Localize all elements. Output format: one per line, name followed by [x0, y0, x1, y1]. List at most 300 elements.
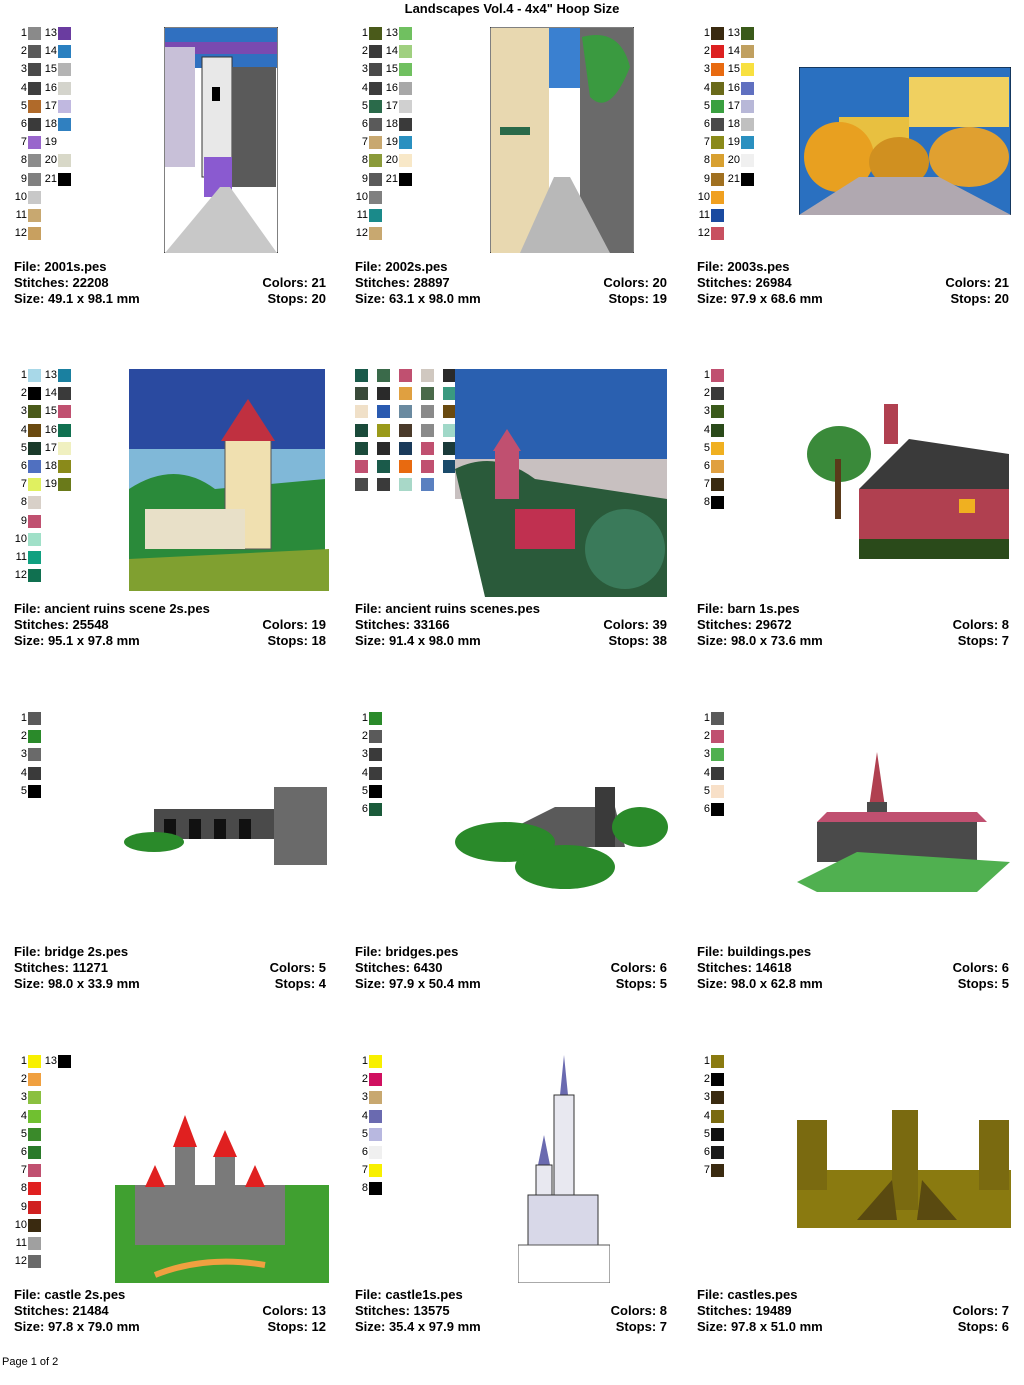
color-swatch	[369, 785, 382, 798]
swatch-number: 4	[20, 423, 27, 436]
swatch-number: 5	[703, 784, 710, 797]
swatch-number: 6	[361, 803, 368, 815]
swatch-number: 16	[727, 81, 740, 94]
swatch-number: 3	[20, 63, 27, 76]
color-swatch	[711, 191, 724, 204]
color-swatch	[741, 154, 754, 167]
color-count: Colors: 6	[610, 960, 667, 975]
swatch-number: 4	[20, 766, 27, 779]
swatch-number: 12	[355, 227, 368, 240]
color-swatch	[28, 1164, 41, 1177]
swatch-number: 10	[14, 532, 27, 545]
color-swatch	[369, 730, 382, 743]
swatch-number: 8	[703, 154, 710, 167]
design-size: Size: 63.1 x 98.0 mm	[355, 291, 481, 306]
design-card	[14, 27, 326, 357]
swatch-number: 3	[361, 63, 368, 76]
color-swatch	[741, 27, 754, 40]
color-swatch	[369, 209, 382, 222]
color-count: Colors: 20	[603, 275, 667, 290]
stitch-count: Stitches: 25548	[14, 617, 109, 632]
color-swatch	[711, 82, 724, 95]
swatch-number: 3	[703, 63, 710, 76]
design-card	[14, 369, 326, 699]
swatch-number: 7	[703, 478, 710, 491]
design-thumbnail	[455, 767, 668, 893]
swatch-number: 7	[361, 136, 368, 149]
color-count: Colors: 8	[610, 1303, 667, 1318]
color-swatch	[399, 27, 412, 40]
swatch-number: 19	[44, 478, 57, 491]
color-swatch	[711, 209, 724, 222]
color-swatch	[711, 100, 724, 113]
color-swatch	[28, 1110, 41, 1123]
color-swatch	[28, 460, 41, 473]
design-thumbnail	[797, 1110, 1011, 1228]
color-swatch	[399, 100, 412, 113]
color-swatch	[399, 405, 412, 418]
swatch-number: 21	[727, 172, 740, 185]
swatch-number: 17	[44, 441, 57, 454]
color-swatch	[711, 227, 724, 240]
color-swatch	[399, 136, 412, 149]
color-swatch	[28, 1201, 41, 1214]
swatch-number: 17	[727, 99, 740, 112]
swatch-number: 15	[385, 63, 398, 76]
swatch-number: 2	[703, 45, 710, 58]
design-size: Size: 35.4 x 97.9 mm	[355, 1319, 481, 1334]
swatch-number: 5	[361, 99, 368, 112]
color-swatch	[58, 173, 71, 186]
page-footer: Page 1 of 2	[2, 1356, 59, 1368]
swatch-number: 4	[703, 423, 710, 436]
color-swatch	[711, 369, 724, 382]
swatch-number: 1	[361, 1055, 368, 1067]
color-swatch	[28, 27, 41, 40]
swatch-number: 4	[20, 81, 27, 94]
color-swatch	[741, 173, 754, 186]
color-swatch	[399, 478, 412, 491]
color-swatch	[28, 1219, 41, 1232]
swatch-number: 19	[44, 136, 57, 149]
color-swatch	[711, 1164, 724, 1177]
color-swatch	[28, 100, 41, 113]
swatch-number: 2	[703, 1073, 710, 1086]
stitch-count: Stitches: 26984	[697, 275, 792, 290]
stitch-count: Stitches: 13575	[355, 1303, 450, 1318]
color-swatch	[377, 405, 390, 418]
swatch-number: 2	[20, 45, 27, 58]
design-size: Size: 49.1 x 98.1 mm	[14, 291, 140, 306]
color-swatch	[28, 1055, 41, 1068]
color-swatch	[28, 154, 41, 167]
color-swatch	[421, 460, 434, 473]
swatch-number: 14	[44, 387, 57, 400]
swatch-number: 6	[20, 118, 27, 130]
color-count: Colors: 21	[262, 275, 326, 290]
color-swatch	[28, 136, 41, 149]
swatch-number: 1	[20, 27, 27, 39]
color-swatch	[399, 369, 412, 382]
file-name: File: barn 1s.pes	[697, 601, 800, 616]
swatch-number: 5	[20, 1127, 27, 1140]
color-swatch	[369, 1128, 382, 1141]
file-name: File: ancient ruins scene 2s.pes	[14, 601, 210, 616]
design-card	[355, 369, 667, 699]
color-swatch	[377, 478, 390, 491]
color-swatch	[711, 1146, 724, 1159]
color-swatch	[711, 1091, 724, 1104]
swatch-number: 19	[385, 136, 398, 149]
color-swatch	[58, 154, 71, 167]
color-swatch	[377, 387, 390, 400]
design-info	[14, 601, 326, 649]
color-swatch	[711, 803, 724, 816]
color-swatch	[28, 496, 41, 509]
swatch-number: 8	[20, 154, 27, 167]
swatch-number: 14	[727, 45, 740, 58]
color-swatch	[711, 173, 724, 186]
color-swatch	[711, 154, 724, 167]
file-name: File: bridge 2s.pes	[14, 944, 129, 959]
file-name: File: bridges.pes	[355, 944, 459, 959]
swatch-number: 5	[361, 1127, 368, 1140]
swatch-number: 1	[703, 1055, 710, 1067]
color-swatch	[369, 100, 382, 113]
color-swatch	[28, 785, 41, 798]
color-swatch	[421, 478, 434, 491]
swatch-number: 19	[727, 136, 740, 149]
design-card	[355, 1055, 667, 1385]
color-swatch	[58, 369, 71, 382]
swatch-number: 18	[385, 118, 398, 130]
swatch-number: 20	[44, 154, 57, 167]
swatch-number: 11	[356, 209, 368, 221]
color-count: Colors: 19	[262, 617, 326, 632]
color-swatch	[28, 173, 41, 186]
color-swatch	[399, 173, 412, 186]
color-swatch	[28, 1128, 41, 1141]
stop-count: Stops: 6	[957, 1319, 1009, 1334]
swatch-number: 13	[44, 27, 57, 39]
color-swatch	[741, 100, 754, 113]
color-swatch	[355, 460, 368, 473]
color-swatch	[28, 767, 41, 780]
color-swatch	[28, 1091, 41, 1104]
swatch-number: 8	[703, 496, 710, 509]
swatch-number: 13	[727, 27, 740, 39]
design-thumbnail	[518, 1055, 610, 1283]
swatch-number: 18	[727, 118, 740, 130]
swatch-number: 2	[703, 730, 710, 743]
color-swatch	[28, 118, 41, 131]
color-swatch	[399, 424, 412, 437]
color-swatch	[711, 712, 724, 725]
swatch-number: 8	[361, 154, 368, 167]
color-swatch	[28, 424, 41, 437]
swatch-number: 18	[44, 118, 57, 130]
swatch-number: 4	[703, 81, 710, 94]
color-swatch	[28, 569, 41, 582]
swatch-number: 6	[703, 118, 710, 130]
swatch-number: 16	[44, 423, 57, 436]
swatch-number: 20	[385, 154, 398, 167]
swatch-number: 2	[361, 1073, 368, 1086]
color-swatch	[369, 1110, 382, 1123]
color-swatch	[369, 1091, 382, 1104]
swatch-number: 12	[14, 227, 27, 240]
design-size: Size: 98.0 x 62.8 mm	[697, 976, 823, 991]
swatch-number: 7	[361, 1164, 368, 1177]
swatch-number: 13	[44, 369, 57, 381]
design-card	[697, 1055, 1009, 1385]
color-swatch	[711, 1110, 724, 1123]
color-swatch	[355, 478, 368, 491]
color-swatch	[377, 460, 390, 473]
color-swatch	[28, 387, 41, 400]
color-swatch	[369, 63, 382, 76]
color-swatch	[711, 63, 724, 76]
design-size: Size: 98.0 x 33.9 mm	[14, 976, 140, 991]
design-thumbnail	[115, 1105, 329, 1283]
swatch-number: 7	[703, 1164, 710, 1177]
color-swatch	[369, 1055, 382, 1068]
color-swatch	[58, 460, 71, 473]
swatch-number: 1	[703, 712, 710, 724]
swatch-number: 1	[703, 369, 710, 381]
color-swatch	[369, 136, 382, 149]
color-swatch	[369, 767, 382, 780]
color-swatch	[377, 369, 390, 382]
swatch-number: 17	[44, 99, 57, 112]
swatch-number: 2	[361, 730, 368, 743]
design-thumbnail	[799, 399, 1009, 561]
swatch-number: 20	[727, 154, 740, 167]
swatch-number: 6	[703, 803, 710, 815]
swatch-number: 1	[361, 27, 368, 39]
color-swatch	[399, 45, 412, 58]
color-swatch	[58, 118, 71, 131]
swatch-number: 12	[14, 569, 27, 582]
design-thumbnail	[490, 27, 634, 253]
color-swatch	[28, 1073, 41, 1086]
swatch-number: 8	[20, 1182, 27, 1195]
color-swatch	[28, 63, 41, 76]
design-size: Size: 91.4 x 98.0 mm	[355, 633, 481, 648]
swatch-number: 2	[20, 1073, 27, 1086]
color-swatch	[58, 478, 71, 491]
color-swatch	[399, 460, 412, 473]
color-swatch	[28, 45, 41, 58]
color-swatch	[711, 767, 724, 780]
color-swatch	[711, 136, 724, 149]
swatch-number: 1	[20, 369, 27, 381]
swatch-number: 6	[20, 460, 27, 472]
swatch-number: 10	[14, 1218, 27, 1231]
color-count: Colors: 13	[262, 1303, 326, 1318]
color-swatch	[741, 45, 754, 58]
design-card	[355, 712, 667, 1042]
stop-count: Stops: 19	[608, 291, 667, 306]
design-card	[14, 1055, 326, 1385]
swatch-number: 9	[20, 514, 27, 527]
design-info	[14, 944, 326, 992]
color-swatch	[399, 387, 412, 400]
swatch-number: 3	[703, 405, 710, 418]
color-swatch	[28, 515, 41, 528]
color-swatch	[711, 748, 724, 761]
color-swatch	[355, 442, 368, 455]
file-name: File: castle1s.pes	[355, 1287, 463, 1302]
swatch-number: 5	[361, 784, 368, 797]
color-swatch	[369, 191, 382, 204]
design-thumbnail	[114, 787, 327, 867]
color-swatch	[28, 551, 41, 564]
design-info	[355, 1287, 667, 1335]
design-card	[697, 712, 1009, 1042]
swatch-number: 4	[703, 1109, 710, 1122]
swatch-number: 6	[703, 460, 710, 472]
stop-count: Stops: 20	[950, 291, 1009, 306]
stop-count: Stops: 5	[957, 976, 1009, 991]
color-swatch	[377, 424, 390, 437]
color-swatch	[28, 442, 41, 455]
color-swatch	[399, 442, 412, 455]
stop-count: Stops: 20	[267, 291, 326, 306]
swatch-number: 1	[703, 27, 710, 39]
swatch-number: 13	[44, 1055, 57, 1067]
color-swatch	[711, 45, 724, 58]
swatch-number: 7	[703, 136, 710, 149]
color-swatch	[711, 730, 724, 743]
color-swatch	[369, 173, 382, 186]
design-card	[697, 27, 1009, 357]
swatch-number: 7	[20, 136, 27, 149]
color-swatch	[711, 496, 724, 509]
design-size: Size: 97.9 x 50.4 mm	[355, 976, 481, 991]
swatch-number: 12	[697, 227, 710, 240]
color-count: Colors: 8	[952, 617, 1009, 632]
swatch-number: 12	[14, 1255, 27, 1268]
color-swatch	[58, 27, 71, 40]
swatch-number: 11	[15, 209, 27, 221]
swatch-number: 14	[385, 45, 398, 58]
swatch-number: 11	[698, 209, 710, 221]
swatch-number: 3	[703, 1091, 710, 1104]
swatch-number: 9	[20, 1200, 27, 1213]
swatch-number: 6	[361, 1146, 368, 1158]
swatch-number: 4	[20, 1109, 27, 1122]
color-swatch	[28, 533, 41, 546]
color-swatch	[28, 748, 41, 761]
design-thumbnail	[799, 67, 1011, 215]
color-swatch	[711, 405, 724, 418]
color-swatch	[711, 387, 724, 400]
color-swatch	[711, 1128, 724, 1141]
swatch-number: 11	[15, 551, 27, 563]
swatch-number: 8	[361, 1182, 368, 1195]
design-info	[14, 1287, 326, 1335]
color-swatch	[28, 1237, 41, 1250]
swatch-number: 4	[703, 766, 710, 779]
swatch-number: 16	[385, 81, 398, 94]
color-swatch	[28, 405, 41, 418]
color-count: Colors: 39	[603, 617, 667, 632]
stitch-count: Stitches: 14618	[697, 960, 792, 975]
color-swatch	[369, 1073, 382, 1086]
design-size: Size: 97.8 x 51.0 mm	[697, 1319, 823, 1334]
swatch-number: 8	[20, 496, 27, 509]
swatch-number: 6	[361, 118, 368, 130]
file-name: File: 2001s.pes	[14, 259, 107, 274]
swatch-number: 9	[361, 172, 368, 185]
swatch-number: 4	[361, 1109, 368, 1122]
color-swatch	[711, 478, 724, 491]
swatch-number: 15	[44, 405, 57, 418]
swatch-number: 17	[385, 99, 398, 112]
stitch-count: Stitches: 33166	[355, 617, 450, 632]
color-swatch	[421, 442, 434, 455]
color-swatch	[58, 136, 71, 149]
design-thumbnail	[164, 27, 278, 253]
color-swatch	[28, 730, 41, 743]
swatch-number: 1	[20, 1055, 27, 1067]
color-count: Colors: 21	[945, 275, 1009, 290]
color-swatch	[711, 1073, 724, 1086]
color-swatch	[369, 154, 382, 167]
color-swatch	[58, 424, 71, 437]
color-count: Colors: 7	[952, 1303, 1009, 1318]
swatch-number: 3	[20, 1091, 27, 1104]
color-swatch	[28, 1255, 41, 1268]
color-swatch	[741, 118, 754, 131]
swatch-number: 9	[703, 172, 710, 185]
color-swatch	[369, 82, 382, 95]
swatch-number: 1	[20, 712, 27, 724]
swatch-number: 4	[361, 81, 368, 94]
color-swatch	[28, 209, 41, 222]
stop-count: Stops: 7	[957, 633, 1009, 648]
swatch-number: 10	[355, 190, 368, 203]
color-swatch	[355, 424, 368, 437]
swatch-number: 21	[44, 172, 57, 185]
swatch-number: 10	[697, 190, 710, 203]
color-swatch	[58, 82, 71, 95]
swatch-number: 14	[44, 45, 57, 58]
color-swatch	[711, 424, 724, 437]
file-name: File: 2002s.pes	[355, 259, 448, 274]
color-swatch	[369, 1146, 382, 1159]
swatch-number: 7	[20, 1164, 27, 1177]
color-swatch	[399, 82, 412, 95]
color-swatch	[369, 748, 382, 761]
design-thumbnail	[797, 752, 1010, 902]
stop-count: Stops: 4	[274, 976, 326, 991]
swatch-number: 6	[20, 1146, 27, 1158]
swatch-number: 1	[361, 712, 368, 724]
design-info	[355, 601, 667, 649]
stitch-count: Stitches: 19489	[697, 1303, 792, 1318]
color-swatch	[355, 405, 368, 418]
swatch-number: 4	[361, 766, 368, 779]
design-card	[697, 369, 1009, 699]
color-swatch	[58, 100, 71, 113]
color-swatch	[58, 405, 71, 418]
swatch-number: 2	[361, 45, 368, 58]
color-swatch	[399, 154, 412, 167]
design-size: Size: 97.8 x 79.0 mm	[14, 1319, 140, 1334]
swatch-number: 6	[703, 1146, 710, 1158]
